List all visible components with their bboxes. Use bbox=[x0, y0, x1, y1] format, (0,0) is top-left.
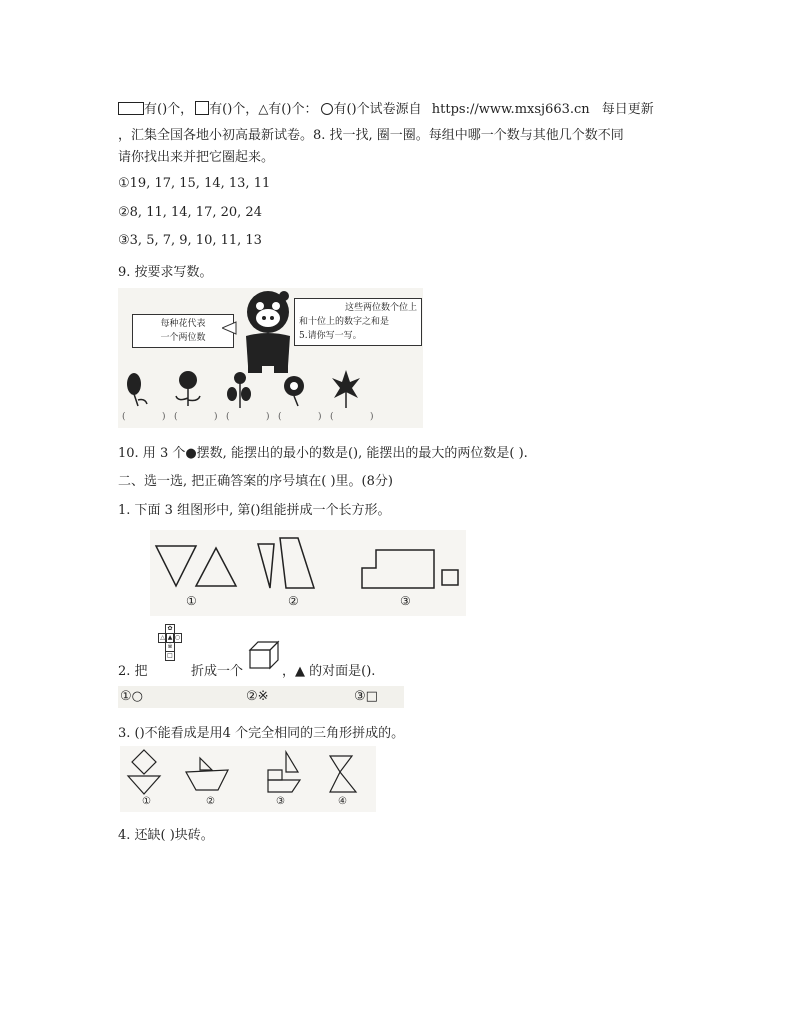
section2-title: 二、选一选, 把正确答案的序号填在( )里。(8分) bbox=[118, 474, 393, 489]
option2-label: ② bbox=[288, 594, 299, 608]
flower-4-icon bbox=[284, 376, 304, 406]
flower-3-icon bbox=[227, 372, 251, 408]
group-3: ③3, 5, 7, 9, 10, 11, 13 bbox=[118, 233, 262, 248]
choice3-label-4: ④ bbox=[338, 796, 347, 807]
circle-icon bbox=[321, 103, 333, 115]
flower-1-icon bbox=[127, 373, 147, 406]
source-url: https://www.mxsj663.cn bbox=[431, 102, 590, 117]
choice3-text: 3. ()不能看成是用4 个完全相同的三角形拼成的。 bbox=[118, 726, 405, 741]
option3-sailboat bbox=[268, 752, 300, 792]
question7-line2: ，汇集全国各地小初高最新试卷。8. 找一找, 圈一圈。每组中哪一个数与其他几个数不同 bbox=[118, 128, 624, 143]
choice2-middle: 折成一个 bbox=[191, 664, 244, 679]
option1-diamond-triangle bbox=[128, 750, 160, 794]
option4-hourglass bbox=[330, 756, 356, 792]
rectangle-icon bbox=[118, 102, 144, 115]
question9-figure: 每种花代表 一个两位数 这些两位数个位上 和十位上的数字之和是 5.请你写一写。 ( ) ( ) ( ) ( ) ( ) bbox=[118, 288, 423, 428]
choice3-figure bbox=[120, 746, 376, 812]
choice3-label-3: ③ bbox=[276, 796, 285, 807]
choice2-option1: ①○ bbox=[120, 689, 143, 704]
option1-triangles bbox=[156, 546, 236, 586]
option3-shapes bbox=[362, 550, 458, 588]
question7-line3: 请你找出来并把它圈起来。 bbox=[118, 150, 275, 165]
choice1-figure bbox=[150, 530, 466, 616]
cube-net: ✿ △ ▲ ○ ※ □ bbox=[158, 624, 178, 670]
option2-boat bbox=[186, 758, 228, 790]
choice2-option2: ②※ bbox=[246, 689, 269, 704]
square-icon bbox=[195, 101, 209, 115]
choice2-options bbox=[118, 686, 404, 708]
option2-shapes bbox=[258, 538, 314, 588]
choice1-text: 1. 下面 3 组图形中, 第()组能拼成一个长方形。 bbox=[118, 503, 391, 518]
question10-text: 10. 用 3 个●摆数, 能摆出的最小的数是(), 能摆出的最大的两位数是( ). bbox=[118, 446, 528, 461]
option1-label: ① bbox=[186, 594, 197, 608]
speech-bubble-left: 每种花代表 一个两位数 bbox=[132, 314, 234, 348]
choice2-option3: ③□ bbox=[354, 689, 378, 704]
flower-5-icon bbox=[332, 370, 360, 408]
group-2: ②8, 11, 14, 17, 20, 24 bbox=[118, 205, 262, 220]
flowers-row bbox=[118, 368, 423, 410]
choice2-suffix: ，▲ 的对面是(). bbox=[282, 664, 376, 679]
flower-2-icon bbox=[176, 371, 200, 406]
question7-line1: 有()个， 有()个，△有()个： 有()个试卷源自 https://www.mxsj663.cn 每日更新 bbox=[118, 98, 654, 117]
speech-bubble-right: 这些两位数个位上 和十位上的数字之和是 5.请你写一写。 bbox=[294, 298, 422, 346]
choice2-prefix: 2. 把 bbox=[118, 664, 148, 679]
question9-title: 9. 按要求写数。 bbox=[118, 265, 213, 280]
option3-label: ③ bbox=[400, 594, 411, 608]
cube-icon bbox=[248, 640, 280, 670]
choice4-text: 4. 还缺( )块砖。 bbox=[118, 828, 214, 843]
group-1: ①19, 17, 15, 14, 13, 11 bbox=[118, 176, 271, 191]
choice3-label-1: ① bbox=[142, 796, 151, 807]
choice3-label-2: ② bbox=[206, 796, 215, 807]
